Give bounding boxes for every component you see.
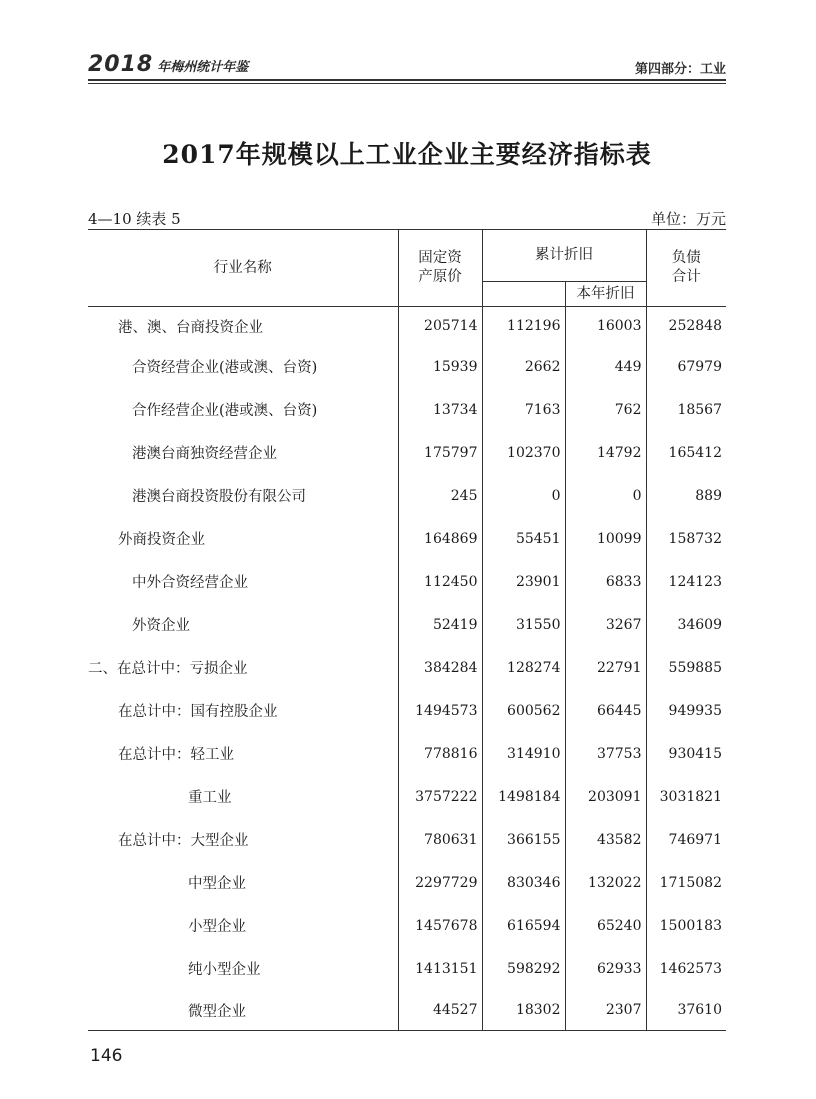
cell-fixed-assets: 205714: [398, 307, 482, 346]
cell-depreciation: 616594: [482, 904, 565, 947]
cell-depreciation: 112196: [482, 307, 565, 346]
table-row: [88, 775, 726, 818]
row-name: 外资企业: [132, 618, 190, 634]
row-name: 外商投资企业: [118, 532, 205, 548]
cell-debt: 949935: [646, 689, 726, 732]
cell-depreciation: 128274: [482, 646, 565, 689]
header-book-title: 年梅州统计年鉴: [157, 60, 249, 75]
header-section: 第四部分：工业: [634, 62, 726, 77]
table-row: [88, 646, 726, 689]
row-name: 港、澳、台商投资企业: [118, 319, 263, 336]
row-name: 合作经营企业(港或澳、台资): [132, 403, 318, 419]
cell-depreciation: 102370: [482, 431, 565, 474]
cell-year-depreciation: 62933: [565, 947, 646, 990]
cell-year-depreciation: 16003: [565, 307, 646, 346]
cell-debt: 1715082: [646, 861, 726, 904]
cell-year-depreciation: 43582: [565, 818, 646, 861]
cell-fixed-assets: 112450: [398, 560, 482, 603]
cell-depreciation: 830346: [482, 861, 565, 904]
table-row: [88, 474, 726, 517]
cell-year-depreciation: 2307: [565, 990, 646, 1031]
table-id: 4—10 续表 5: [88, 210, 181, 228]
row-name: 中外合资经营企业: [132, 575, 248, 591]
cell-depreciation: 366155: [482, 818, 565, 861]
column-header-debt-line1: 负债: [671, 250, 701, 266]
cell-fixed-assets: 1457678: [398, 904, 482, 947]
column-header-fixed-assets: [398, 230, 482, 307]
table-row: [88, 947, 726, 990]
header-rule: [88, 79, 726, 81]
column-header-depreciation-blank: [482, 282, 565, 307]
cell-debt: 930415: [646, 732, 726, 775]
cell-fixed-assets: 175797: [398, 431, 482, 474]
cell-fixed-assets: 164869: [398, 517, 482, 560]
cell-year-depreciation: 10099: [565, 517, 646, 560]
cell-year-depreciation: 762: [565, 388, 646, 431]
cell-fixed-assets: 44527: [398, 990, 482, 1031]
cell-year-depreciation: 0: [565, 474, 646, 517]
cell-depreciation: 598292: [482, 947, 565, 990]
cell-debt: 746971: [646, 818, 726, 861]
table-row: [88, 560, 726, 603]
row-name: 在总计中：大型企业: [118, 833, 249, 849]
cell-debt: 889: [646, 474, 726, 517]
table-row: [88, 431, 726, 474]
column-header-name: [88, 230, 398, 307]
cell-depreciation: 2662: [482, 345, 565, 388]
cell-depreciation: 7163: [482, 388, 565, 431]
column-header-current-year-depreciation: [565, 282, 646, 307]
cell-fixed-assets: 1413151: [398, 947, 482, 990]
column-header-debt-line2: 合计: [671, 269, 701, 285]
column-header-depreciation-text: 累计折旧: [535, 247, 593, 263]
cell-depreciation: 0: [482, 474, 565, 517]
table-row: [88, 345, 726, 388]
cell-debt: 124123: [646, 560, 726, 603]
page-number: 146: [90, 1046, 123, 1066]
row-name: 重工业: [188, 790, 232, 806]
row-name: 港澳台商独资经营企业: [132, 446, 277, 462]
cell-year-depreciation: 14792: [565, 431, 646, 474]
row-name: 小型企业: [188, 919, 246, 935]
cell-depreciation: 55451: [482, 517, 565, 560]
table-row: [88, 732, 726, 775]
table-row: [88, 517, 726, 560]
cell-debt: 158732: [646, 517, 726, 560]
cell-depreciation: 600562: [482, 689, 565, 732]
row-name: 合资经营企业(港或澳、台资): [132, 360, 318, 376]
cell-depreciation: 18302: [482, 990, 565, 1031]
unit-label: 单位：万元: [650, 210, 726, 228]
cell-year-depreciation: 66445: [565, 689, 646, 732]
cell-fixed-assets: 15939: [398, 345, 482, 388]
cell-debt: 1462573: [646, 947, 726, 990]
row-name: 在总计中：轻工业: [118, 747, 234, 763]
header-year: 2018: [88, 52, 154, 77]
cell-debt: 252848: [646, 307, 726, 346]
cell-depreciation: 1498184: [482, 775, 565, 818]
cell-depreciation: 31550: [482, 603, 565, 646]
table-row: [88, 990, 726, 1031]
cell-depreciation: 23901: [482, 560, 565, 603]
cell-fixed-assets: 778816: [398, 732, 482, 775]
cell-fixed-assets: 1494573: [398, 689, 482, 732]
cell-debt: 18567: [646, 388, 726, 431]
cell-year-depreciation: 203091: [565, 775, 646, 818]
cell-year-depreciation: 65240: [565, 904, 646, 947]
table-row: [88, 818, 726, 861]
cell-debt: 559885: [646, 646, 726, 689]
table-row: [88, 861, 726, 904]
row-name: 纯小型企业: [188, 962, 261, 978]
running-header-title: [88, 52, 248, 76]
cell-year-depreciation: 6833: [565, 560, 646, 603]
column-header-depreciation: [482, 230, 646, 282]
header-rule-thin: [88, 83, 726, 84]
cell-fixed-assets: 13734: [398, 388, 482, 431]
cell-fixed-assets: 2297729: [398, 861, 482, 904]
table-row: [88, 904, 726, 947]
row-name: 微型企业: [88, 990, 398, 1031]
table-row: [88, 307, 726, 346]
indicator-table: [88, 229, 726, 1031]
cell-debt: 3031821: [646, 775, 726, 818]
cell-depreciation: 314910: [482, 732, 565, 775]
column-header-fixed-assets-line1: 固定资: [418, 250, 462, 266]
column-header-current-year-depreciation-text: 本年折旧: [576, 285, 635, 302]
row-name: 中型企业: [188, 876, 246, 892]
cell-debt: 165412: [646, 431, 726, 474]
cell-fixed-assets: 780631: [398, 818, 482, 861]
cell-debt: 37610: [646, 990, 726, 1031]
cell-year-depreciation: 37753: [565, 732, 646, 775]
table-row: [88, 388, 726, 431]
cell-fixed-assets: 384284: [398, 646, 482, 689]
row-name: 港澳台商投资股份有限公司: [132, 489, 306, 505]
table-row: [88, 689, 726, 732]
cell-fixed-assets: 3757222: [398, 775, 482, 818]
cell-fixed-assets: 52419: [398, 603, 482, 646]
column-header-name-text: 行业名称: [213, 259, 272, 276]
cell-year-depreciation: 132022: [565, 861, 646, 904]
row-name: 二、在总计中：亏损企业: [88, 661, 248, 677]
cell-debt: 34609: [646, 603, 726, 646]
table-row: [88, 603, 726, 646]
cell-year-depreciation: 449: [565, 345, 646, 388]
cell-debt: 67979: [646, 345, 726, 388]
page-title: 2017年规模以上工业企业主要经济指标表: [162, 140, 652, 169]
column-header-fixed-assets-line2: 产原价: [418, 269, 462, 285]
row-name: 在总计中：国有控股企业: [118, 704, 278, 720]
cell-fixed-assets: 245: [398, 474, 482, 517]
cell-debt: 1500183: [646, 904, 726, 947]
column-header-debt: [646, 230, 726, 307]
cell-year-depreciation: 3267: [565, 603, 646, 646]
cell-year-depreciation: 22791: [565, 646, 646, 689]
